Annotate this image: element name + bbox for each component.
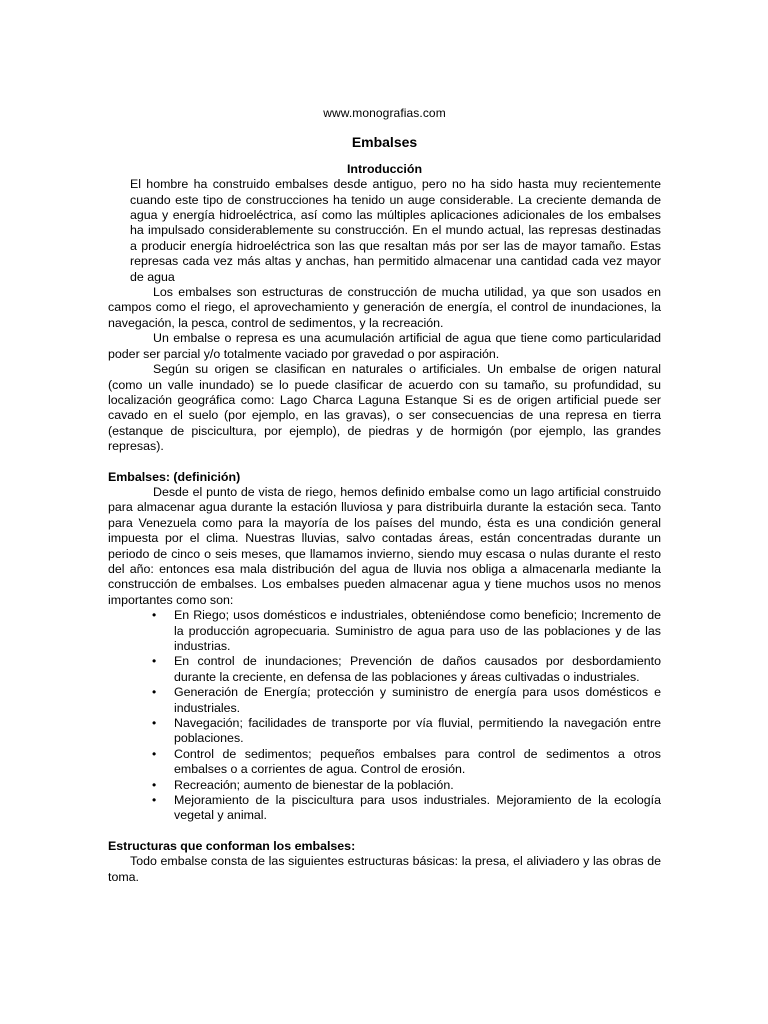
intro-paragraph-definition: Un embalse o represa es una acumulación artificial de agua que tiene como particularidad poder ser parcial y/o totalmente vaciado por gravedad o por aspiración. [108,331,661,361]
bullet-icon: • [152,746,157,761]
list-item-text: Control de sedimentos; pequeños embalses para control de sedimentos a otros embalses o a corrientes de agua. Control de erosión. [174,746,661,777]
document-page [108,106,661,885]
list-item [152,746,661,778]
list-item [152,793,661,824]
bullet-icon: • [152,685,157,700]
intro-paragraph-uses: Los embalses son estructuras de construcción de mucha utilidad, ya que son usados en campos como el riego, el aprovechamiento y generación de energía, el control de inundaciones, la navegación, la pesca, control de sedimentos, y la recreación. [108,285,661,330]
bullet-icon: • [152,716,157,731]
list-item [152,716,661,747]
list-item-text: Mejoramiento de la piscicultura para usos industriales. Mejoramiento de la ecología vegetal y animal. [174,793,661,823]
intro-heading: Introducción [346,161,423,176]
bullet-icon: • [152,608,157,623]
uses-list [108,608,661,824]
document-title: Embalses [351,134,418,151]
bullet-icon: • [152,777,157,792]
list-item-text: Navegación; facilidades de transporte por vía fluvial, permitiendo la navegación entre poblaciones. [174,716,661,746]
bullet-icon: • [152,793,157,808]
list-item-text: En control de inundaciones; Prevención de daños causados por desbordamiento durante la creciente, en defensa de las poblaciones y áreas cultivadas o industriales. [174,654,661,684]
list-item-text: En Riego; usos domésticos e industriales, obteniéndose como beneficio; Incremento de la producción agropecuaria. Suministro de agua para uso de las poblaciones y de las industrias. [174,608,661,653]
structures-paragraph: Todo embalse consta de las siguientes estructuras básicas: la presa, el aliviadero y las obras de toma. [108,854,661,884]
list-item [152,685,661,716]
structures-heading: Estructuras que conforman los embalses: [108,838,356,853]
definition-paragraph: Desde el punto de vista de riego, hemos definido embalse como un lago artificial construido para almacenar agua durante la estación lluviosa y para distribuirla durante la estación seca. Tanto para Venezuela como para la mayoría de los países del mundo, ésta es una condición general impuesta por el clima. Nuestras lluvias, salvo contadas áreas, están concentradas durante un periodo de cinco o seis meses, que llamamos invierno, siendo muy escasa o nulas durante el resto del año: entonces esa mala distribución del agua de lluvia nos obliga a almacenarla mediante la construcción de embalses. Los embalses pueden almacenar agua y tiene muchos usos no menos importantes como son: [108,484,661,607]
list-item [152,777,661,793]
definition-heading: Embalses: (definición) [108,469,241,484]
list-item [152,608,661,654]
list-item-text: Generación de Energía; protección y suministro de energía para usos domésticos e industriales. [174,685,661,715]
site-url: www.monografias.com [323,106,446,120]
bullet-icon: • [152,654,157,669]
list-item [152,654,661,685]
intro-first-paragraph: El hombre ha construido embalses desde antiguo, pero no ha sido hasta muy recientemente cuando este tipo de construcciones ha tenido un auge considerable. La creciente demanda de agua y energía hidroeléctrica, así como las múltiples aplicaciones adicionales de los embalses ha impulsado considerablemente su construcción. En el mundo actual, las represas destinadas a producir energía hidroeléctrica son las que resaltan más por ser las de mayor tamaño. Estas represas cada vez más altas y anchas, han permitido almacenar una cantidad cada vez mayor de agua [130,177,661,284]
list-item-text: Recreación; aumento de bienestar de la población. [174,777,454,792]
intro-paragraph-origin: Según su origen se clasifican en naturales o artificiales. Un embalse de origen natural (como un valle inundado) se lo puede clasificar de acuerdo con su tamaño, su profundidad, su localización geográfica como: Lago Charca Laguna Estanque Si es de origen artificial puede ser cavado en el suelo (por ejemplo, en las gravas), o ser consecuencias de una represa en tierra (estanque de piscicultura, por ejemplo), de piedras y de hormigón (por ejemplo, las grandes represas). [108,362,661,454]
